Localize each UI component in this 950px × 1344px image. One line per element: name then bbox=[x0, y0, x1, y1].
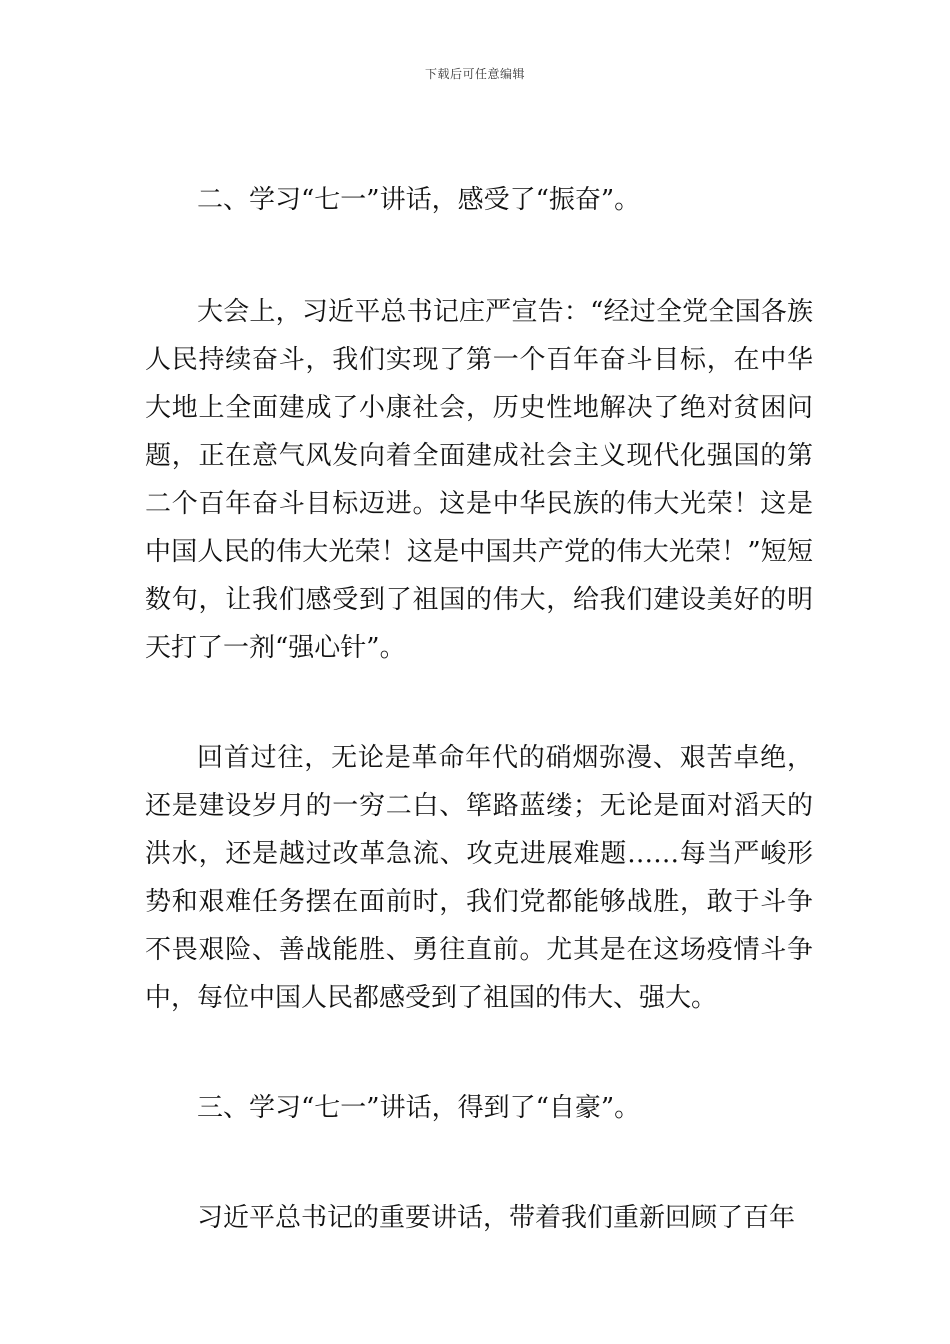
download-edit-note: 下载后可任意编辑 bbox=[424, 67, 525, 81]
document-body bbox=[145, 176, 813, 1242]
section-two-heading: 二、学习“七一”讲话，感受了“振奋”。 bbox=[197, 185, 641, 215]
section-three-heading: 三、学习“七一”讲话，得到了“自豪”。 bbox=[197, 1093, 641, 1123]
paragraph-looking-back: 回首过往，无论是革命年代的硝烟弥漫、艰苦卓绝，还是建设岁月的一穷二白、筚路蓝缕；无论是面对滔天的洪水，还是越过改革急流、攻克进展难题……每当严峻形势和艰难任务摆在面前时，我们党都能够战胜，敢于斗争不畏艰险、善战能胜、勇往直前。尤其是在这场疫情斗争中，每位中国人民都感受到了祖国的伟大、强大。 bbox=[145, 743, 813, 1013]
paragraph-speech-review: 习近平总书记的重要讲话，带着我们重新回顾了百年 bbox=[197, 1203, 796, 1233]
paragraph-declaration: 大会上，习近平总书记庄严宣告：“经过全党全国各族人民持续奋斗，我们实现了第一个百年奋斗目标，在中华大地上全面建成了小康社会，历史性地解决了绝对贫困问题，正在意气风发向着全面建成社会主义现代化强国的第二个百年奋斗目标迈进。这是中华民族的伟大光荣！这是中国人民的伟大光荣！这是中国共产党的伟大光荣！”短短数句，让我们感受到了祖国的伟大，给我们建设美好的明天打了一剂“强心针”。 bbox=[145, 297, 813, 663]
